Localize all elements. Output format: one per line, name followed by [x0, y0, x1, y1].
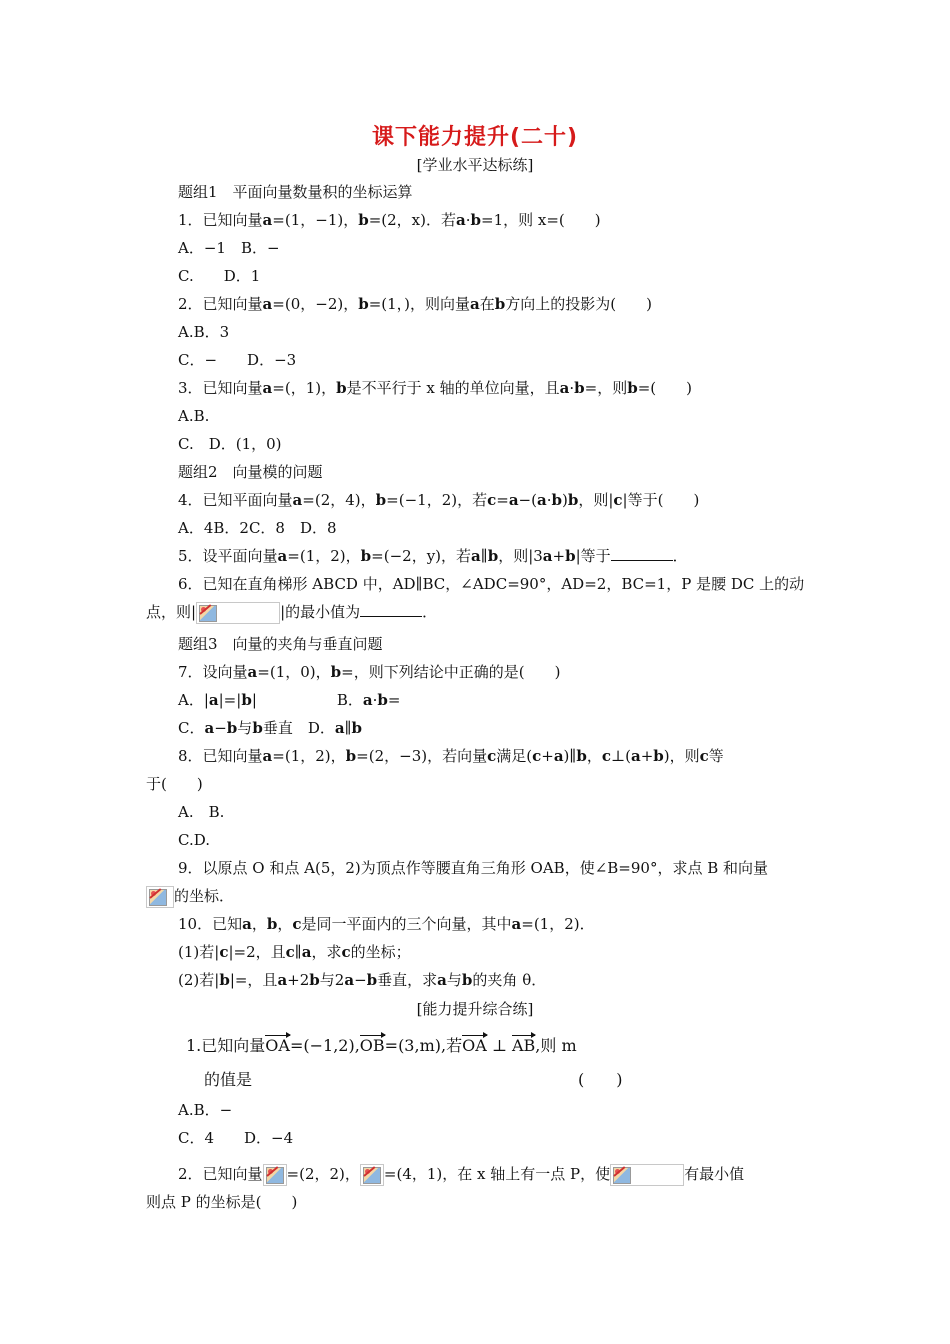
question-7-options-ab: A．|a|=|b| B．a·b= — [178, 691, 401, 709]
question-10-part-1: (1)若|c|=2，且c∥a，求c的坐标； — [178, 943, 411, 961]
question-3-options-ab: A.B. — [178, 407, 210, 425]
question-7-options-cd: C．a−b与b垂直 D．a∥b — [178, 719, 363, 737]
broken-image-icon — [360, 1164, 384, 1186]
group-heading-1: 题组1 平面向量数量积的坐标运算 — [178, 183, 413, 201]
question-7: 7．设向量a=(1，0)，b=，则下列结论中正确的是( ) — [178, 663, 561, 681]
advanced-question-2-line-2: 则点 P 的坐标是( ) — [146, 1193, 298, 1211]
advanced-question-1-options-cd: C．4 D．−4 — [178, 1129, 294, 1147]
question-6-line-2: 点，则| |的最小值为 ． — [146, 602, 437, 624]
question-2: 2．已知向量a=(0，−2)，b=(1，)，则向量a在b方向上的投影为( ) — [178, 295, 653, 313]
group-heading-2: 题组2 向量模的问题 — [178, 463, 323, 481]
advanced-question-1-line-2: 的值是 ( ) — [204, 1070, 623, 1089]
broken-image-icon — [146, 886, 174, 908]
question-6-line-1: 6．已知在直角梯形 ABCD 中，AD∥BC，∠ADC=90°，AD=2，BC=1，P 是腰 DC 上的动 — [178, 575, 805, 593]
question-1: 1．已知向量a=(1，−1)，b=(2，x)．若a·b=1，则 x=( ) — [178, 211, 601, 229]
advanced-question-2-line-1: 2．已知向量 =(2，2)， =(4，1)，在 x 轴上有一点 P，使 有最小值 — [178, 1164, 744, 1186]
page-title: 课下能力提升(二十) — [371, 125, 579, 150]
group-heading-3: 题组3 向量的夹角与垂直问题 — [178, 635, 383, 653]
section-heading-basic: [学业水平达标练] — [416, 156, 534, 174]
advanced-question-1-options-ab: A.B．− — [178, 1101, 233, 1119]
question-3-options-cd: C. D．(1，0) — [178, 435, 282, 453]
question-3: 3．已知向量a=(，1)，b是不平行于 x 轴的单位向量，且a·b=，则b=( ) — [178, 379, 692, 397]
question-8-line-2: 于( ) — [146, 775, 203, 793]
section-heading-advanced: [能力提升综合练] — [416, 1000, 534, 1018]
question-1-options-cd: C. D．1 — [178, 267, 261, 285]
question-10: 10．已知a，b，c是同一平面内的三个向量，其中a=(1，2)． — [178, 915, 595, 933]
question-5: 5．设平面向量a=(1，2)，b=(−2，y)，若a∥b，则|3a+b|等于 ． — [178, 547, 688, 565]
broken-image-icon — [263, 1164, 287, 1186]
question-8-options-ab: A. B. — [178, 803, 225, 821]
question-1-options-ab: A．−1 B．− — [178, 239, 280, 257]
question-2-options-ab: A.B．3 — [178, 323, 230, 341]
broken-image-icon — [196, 602, 280, 624]
question-4-options: A．4B．2C．8 D．8 — [178, 519, 337, 537]
question-2-options-cd: C．− D．−3 — [178, 351, 297, 369]
question-4: 4．已知平面向量a=(2，4)，b=(−1，2)，若c=a−(a·b)b，则|c|等于( ) — [178, 491, 700, 509]
question-10-part-2: (2)若|b|=，且a+2b与2a−b垂直，求a与b的夹角 θ． — [178, 971, 547, 989]
answer-blank — [611, 546, 673, 561]
question-9-line-1: 9．以原点 O 和点 A(5，2)为顶点作等腰直角三角形 OAB，使∠B=90°，求点 B 和向量 — [178, 859, 768, 877]
question-9-line-2: 的坐标． — [146, 886, 234, 908]
broken-image-icon — [610, 1164, 684, 1186]
question-8-line-1: 8．已知向量a=(1，2)，b=(2，−3)，若向量c满足(c+a)∥b，c⊥(a+b)，则c等 — [178, 747, 724, 765]
question-8-options-cd: C.D. — [178, 831, 210, 849]
advanced-question-1-line-1: 1.已知向量OA=(−1,2),OB=(3,m),若OA ⊥ AB,则 m — [186, 1036, 577, 1055]
answer-blank — [360, 602, 422, 617]
